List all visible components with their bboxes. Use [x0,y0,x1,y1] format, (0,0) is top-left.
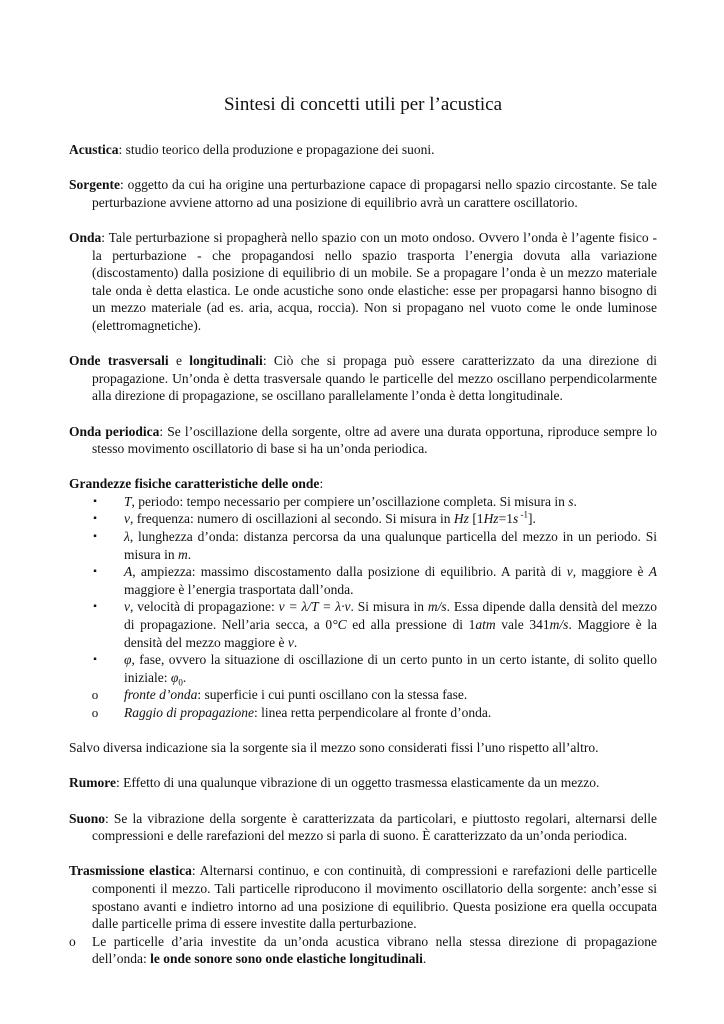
term: fronte d’onda [124,687,198,703]
item-text: : superficie i cui punti oscillano con la stessa fase. [197,687,468,703]
unit: atm [475,617,496,633]
symbol: φ [124,652,132,668]
subscript: 0 [178,677,183,688]
list-item-fronte-onda [69,686,657,704]
term: Suono [69,810,106,826]
note-paragraph: Salvo diversa indicazione sia la sorgente sia il mezzo sono considerati fissi l’uno rispetto all’altro. [69,740,599,756]
list-item-periodo [69,493,657,511]
square-bullet-icon: ▪ [93,601,97,613]
list-item-raggio-propagazione [69,704,657,722]
symbol: v [287,634,294,650]
definition-text: : Tale perturbazione si propagherà nello spazio con un moto ondoso. Ovvero l’onda è l’agente fisico - la perturbazione - che propagandosi nello spazio trasporta l’energia dovuta alla variazione (discostamento) dalla posizione di equilibrio di un mobile. Se a propagare l’onda è un mezzo materiale tale onda è detta elastica. Le onde acustiche sono onde elastiche: esse per propagarsi hanno bisogno di un mezzo materiale (ad es. aria, acqua, roccia). Non si propagano nel vuoto come le onde luminose (elettromagnetiche). [92,229,657,333]
item-text: , velocità di propagazione: [130,599,279,615]
symbol: ν [124,511,130,527]
definition-text: : Effetto di una qualunque vibrazione di un oggetto trasmessa elasticamente da un mezzo. [116,775,600,791]
item-end: . [422,951,427,967]
list-item-particelle-aria [69,933,657,968]
unit: s [568,493,574,509]
item-text: : linea retta perpendicolare al fronte d’onda. [254,705,492,720]
item-end: . [293,634,298,650]
quantities-list [69,493,657,722]
item-text: , maggiore è [572,564,649,580]
symbol: v [124,599,130,615]
term: Onde trasversali [69,353,169,369]
item-end: . [187,546,192,562]
term: Onda [69,229,102,245]
term: Sorgente [69,177,120,193]
item-text: Le particelle d’aria investite da un’onda acustica vibrano nella stessa direzione di propagazione dell’onda: [92,933,657,967]
unit: °C [332,617,347,633]
unit: m/s [427,599,447,615]
definition-trasmissione-elastica [69,862,657,932]
symbol: A [124,564,133,580]
term: Trasmissione elastica [69,863,192,879]
section-heading-grandezze [69,475,657,493]
unit: m/s [549,617,569,633]
definition-onda-periodica [69,423,657,458]
item-text: =1 [498,511,513,527]
definition-text: : studio teorico della produzione e propagazione dei suoni. [118,142,435,157]
item-text: , periodo: tempo necessario per compiere un’oscillazione completa. Si misura in [131,493,569,509]
item-text: . Maggiore è la densità del mezzo maggiore è [124,617,658,650]
list-item-velocita [69,598,657,651]
circle-bullet-icon: o [69,933,76,949]
item-text: ed alla pressione di 1 [346,617,476,633]
square-bullet-icon: ▪ [93,566,97,578]
list-item-frequenza [69,510,657,528]
item-text: [1 [468,511,484,527]
term: Raggio di propagazione [124,705,254,720]
symbol: λ [124,529,130,545]
unit: Hz [483,511,499,527]
item-end: . [573,493,577,509]
definition-suono [69,810,657,845]
term: Onda periodica [69,423,160,439]
definition-text: : oggetto da cui ha origine una perturbazione capace di propagarsi nello spazio circostante. Se tale perturbazione avviene attorno ad una posizione di equilibrio avrà un carattere oscillatorio. [92,177,657,210]
term: Rumore [69,775,116,791]
item-text: , lunghezza d’onda: distanza percorsa da una qualunque particella del mezzo in un periodo. Si misura in [124,529,657,562]
item-text: vale 341 [495,617,550,633]
square-bullet-icon: ▪ [93,531,97,543]
list-item-fase [69,651,657,686]
list-item-ampiezza [69,563,657,598]
definition-onde-trasversali-longitudinali [69,352,657,405]
square-bullet-icon: ▪ [93,513,97,525]
term-joiner: e [168,353,190,369]
definition-text: : Se la vibrazione della sorgente è caratterizzata da particolari, e piuttosto regolari, alternarsi delle compressioni e delle rarefazioni del mezzo si parla di suono. È caratterizzato da un’onda periodica. [92,810,657,844]
item-text: , frequenza: numero di oscillazioni al secondo. Si misura in [130,511,454,527]
item-text: , fase, ovvero la situazione di oscillazione di un certo punto in un certo istante, di solito quello iniziale: [124,652,657,685]
square-bullet-icon: ▪ [93,495,97,507]
definition-sorgente [69,176,657,211]
definition-text: : Ciò che si propaga può essere caratterizzato da una direzione di propagazione. Un’onda è detta trasversale quando le particelle del mezzo oscillano perpendicolarmente alla direzione di propagazione, se oscillano parallelamente l’onda è detta longitudinale. [92,353,657,404]
term: Acustica [69,142,119,157]
heading-colon: : [319,476,324,492]
document-body [69,141,657,968]
item-text: , ampiezza: massimo discostamento dalla posizione di equilibrio. A parità di [132,564,567,580]
item-text: . Si misura in [350,599,428,615]
circle-bullet-icon: o [91,705,99,720]
unit: m [178,546,188,562]
symbol: ν [566,564,573,580]
definition-rumore [69,774,657,792]
circle-bullet-icon: o [91,687,99,703]
definition-onda [69,229,657,335]
term: longitudinali [189,353,263,369]
section-heading-text: Grandezze fisiche caratteristiche delle onde [69,476,320,492]
definition-text: : Alternarsi continuo, e con continuità, di compressioni e rarefazioni delle particelle componenti il mezzo. Tali particelle riproducono il movimento oscillatorio della sorgente: anch’esse si spostano avanti e indietro intorno ad una posizione di equilibrio. Questa posizione era quella occupata dalle particelle prima di essere investite dalla perturbazione. [92,863,657,932]
emphasis-text: le onde sonore sono onde elastiche longitudinali [150,951,423,967]
item-text: maggiore è l’energia trasportata dall’onda. [124,581,354,597]
definition-acustica [69,141,657,159]
item-end: . [182,669,187,685]
definition-text: : Se l’oscillazione della sorgente, oltre ad avere una durata opportuna, riproduce sempre lo stesso movimento oscillatorio di base si ha un’onda periodica. [92,423,658,457]
symbol: A [648,564,658,580]
exponent: -1 [518,509,528,520]
page-title: Sintesi di concetti utili per l’acustica [223,94,503,115]
symbol: φ [170,669,179,685]
item-end: ]. [527,511,536,527]
square-bullet-icon: ▪ [93,654,97,666]
unit: Hz [453,511,469,527]
formula: v = λ/T = λ·ν [278,599,351,615]
list-item-lunghezza-onda [69,528,657,563]
unit: s [512,511,519,527]
symbol: T [124,493,132,509]
item-text: . Essa dipende dalla densità del mezzo di propagazione. Nell’aria secca, a 0 [124,599,657,633]
